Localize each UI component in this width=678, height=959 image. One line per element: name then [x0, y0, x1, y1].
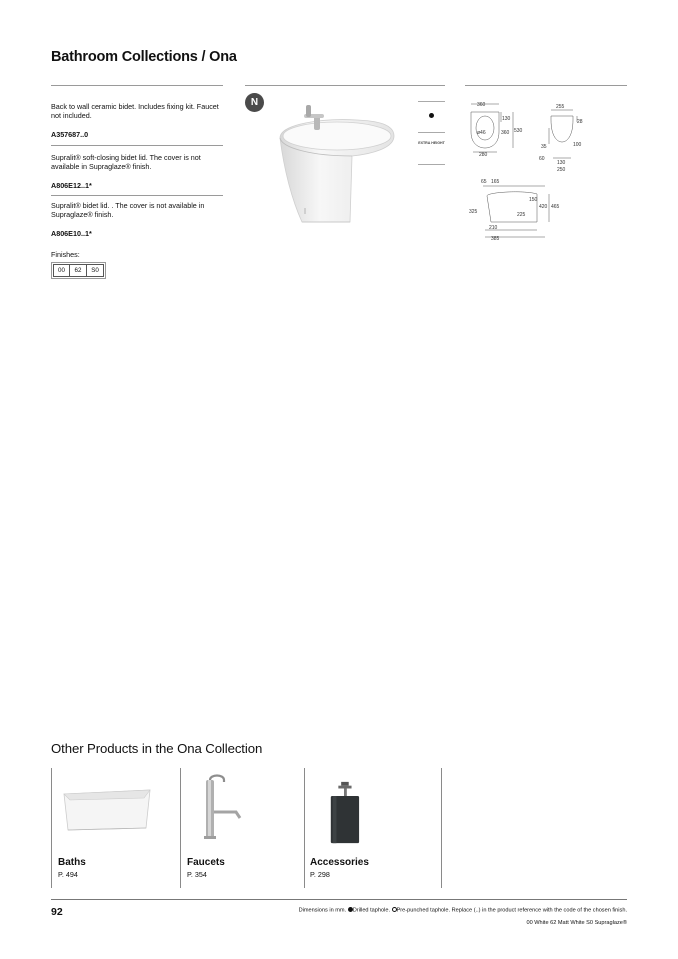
card-page-baths: P. 494	[58, 870, 78, 879]
dim-side-b: 165	[491, 179, 500, 185]
finishes-chips	[51, 262, 106, 279]
card-title-baths[interactable]: Baths	[58, 857, 86, 868]
page-number: 92	[51, 906, 63, 918]
dim-side-c: 150	[529, 197, 538, 203]
card-title-faucets[interactable]: Faucets	[187, 857, 225, 868]
dim-front-d3: 35	[541, 144, 547, 150]
header-rule-middle	[245, 85, 445, 86]
dim-top-d1: 130	[502, 116, 511, 122]
dim-front-d2: 100	[573, 142, 582, 148]
footnote	[299, 907, 627, 914]
feature-separator	[418, 101, 445, 102]
product-separator	[51, 195, 223, 196]
dim-top-hole: ø46	[477, 130, 486, 136]
other-products-title: Other Products in the Ona Collection	[51, 741, 263, 756]
feature-icons	[418, 101, 445, 165]
footnote-drilled: Drilled taphole.	[352, 907, 391, 914]
finish-chip: S0	[87, 264, 104, 277]
card-divider	[180, 768, 181, 888]
footnote-dimensions: Dimensions in mm.	[298, 907, 347, 914]
page-title: Bathroom Collections / Ona	[51, 49, 237, 65]
product-description: Back to wall ceramic bidet. Includes fixing kit. Faucet not included.	[51, 102, 219, 121]
dim-side-i: 385	[491, 236, 500, 242]
card-divider	[304, 768, 305, 888]
product-description: Supralit® bidet lid. . The cover is not available in Supraglaze® finish.	[51, 201, 205, 220]
dim-front-d4: 60	[539, 156, 545, 162]
dim-top-d4: 280	[479, 152, 488, 158]
dim-front-d6: 250	[557, 167, 566, 173]
header-rule-left	[51, 85, 223, 86]
dim-side-h: 210	[489, 225, 498, 231]
card-divider	[441, 768, 442, 888]
dim-front-w: 255	[556, 104, 565, 110]
top-view-drawing	[471, 104, 513, 152]
dim-side-f: 325	[469, 209, 478, 215]
drilled-taphole-icon	[429, 113, 434, 118]
dim-top-d3: 360	[501, 130, 510, 136]
card-page-faucets: P. 354	[187, 870, 207, 879]
technical-drawing	[465, 98, 585, 248]
footnote-prepunched: Pre-punched taphole. Replace (..) in the product reference with the code of the chosen finish.	[396, 907, 627, 914]
product-code: A357687..0	[51, 130, 89, 139]
dim-side-d: 420	[539, 204, 548, 210]
card-divider	[51, 768, 52, 888]
soap-dispenser-image[interactable]	[324, 780, 364, 846]
dim-top-width: 360	[477, 102, 486, 108]
dim-front-d1: 28	[577, 119, 583, 125]
dim-side-g: 225	[517, 212, 526, 218]
footer-rule	[51, 899, 627, 900]
card-page-accessories: P. 298	[310, 870, 330, 879]
finishes-label: Finishes:	[51, 250, 80, 259]
feature-separator	[418, 132, 445, 133]
new-badge: N	[245, 93, 264, 112]
header-rule-right	[465, 85, 627, 86]
dim-side-e: 465	[551, 204, 560, 210]
front-view-drawing	[549, 110, 577, 158]
bath-image[interactable]	[60, 784, 155, 834]
finish-legend: 00 White 62 Matt White S0 Supraglaze®	[526, 920, 627, 926]
finish-chip: 00	[53, 264, 70, 277]
dim-side-a: 65	[481, 179, 487, 185]
product-description: Supralit® soft-closing bidet lid. The cover is not available in Supraglaze® finish.	[51, 153, 201, 172]
feature-separator	[418, 164, 445, 165]
dim-front-d5: 130	[557, 160, 566, 166]
product-code: A806E12..1*	[51, 181, 92, 190]
finish-chip: 62	[70, 264, 87, 277]
bidet-image	[262, 100, 407, 228]
dim-top-d2: 530	[514, 128, 523, 134]
card-title-accessories[interactable]: Accessories	[310, 857, 369, 868]
faucet-image[interactable]	[196, 772, 256, 842]
extra-height-icon: EXTRA HEIGHT	[418, 141, 445, 145]
product-separator	[51, 145, 223, 146]
product-code: A806E10..1*	[51, 229, 92, 238]
